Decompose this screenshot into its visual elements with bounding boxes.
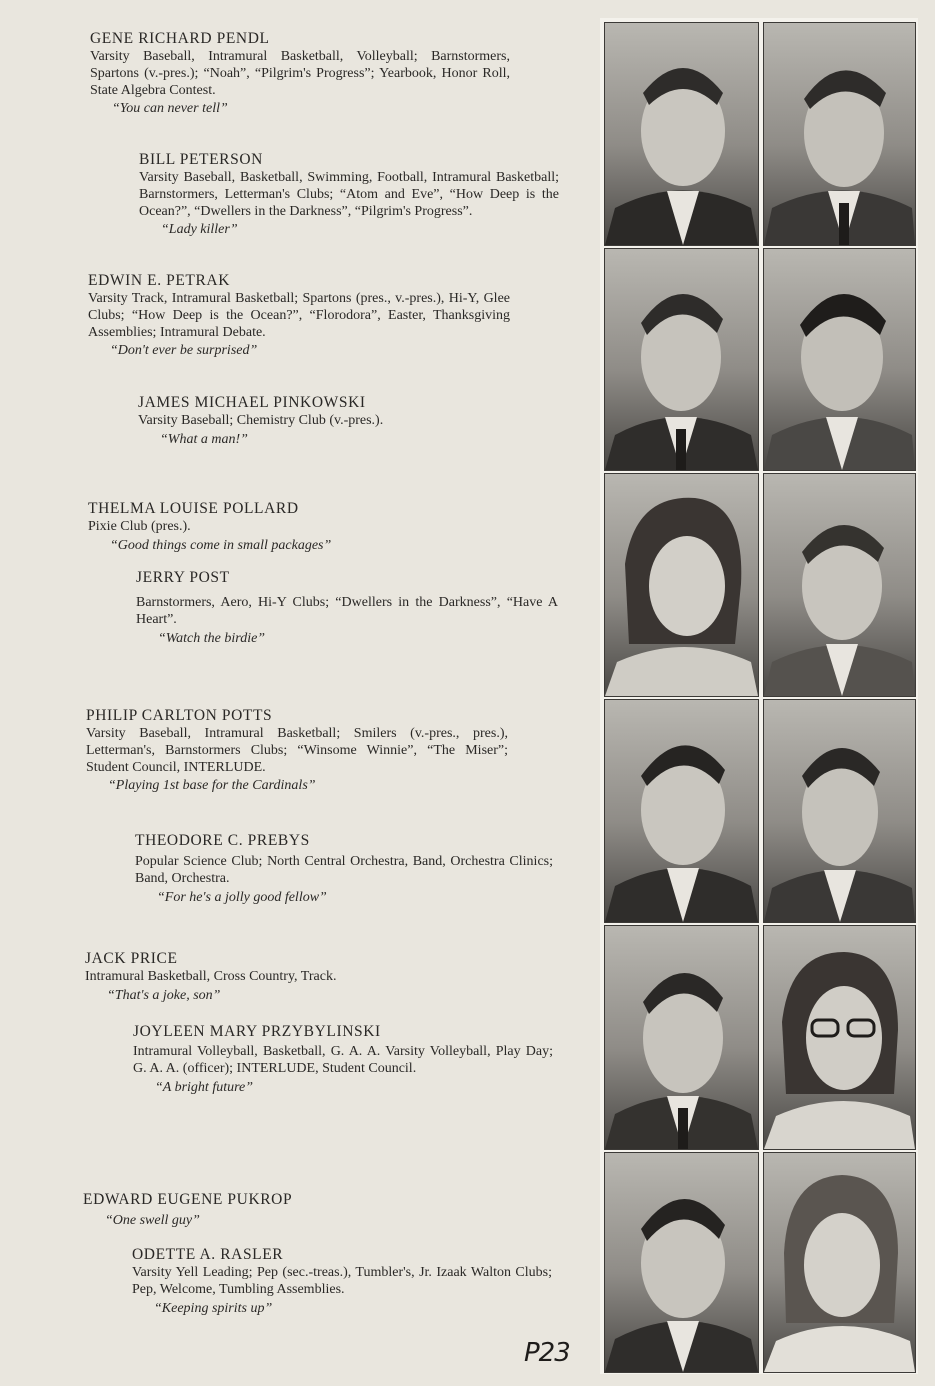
- student-entry-rasler: [132, 1246, 552, 1317]
- portrait-photo-pinkowski: [763, 248, 916, 471]
- student-entry-price: [85, 950, 505, 1004]
- student-entry-pukrop: [83, 1191, 503, 1229]
- student-name: JOYLEEN MARY PRZYBYLINSKI: [133, 1023, 381, 1040]
- student-entry-post: [136, 569, 558, 647]
- student-activities: Popular Science Club; North Central Orchestra, Band, Orchestra Clinics; Band, Orchestra.: [135, 854, 553, 886]
- student-name: JACK PRICE: [85, 950, 178, 967]
- portrait-photo-petrak: [604, 248, 759, 471]
- student-quote: “Keeping spirits up”: [154, 1300, 273, 1316]
- student-quote: “One swell guy”: [105, 1213, 200, 1228]
- portrait-photo-price: [604, 925, 759, 1150]
- student-quote: “A bright future”: [155, 1079, 254, 1095]
- student-quote: “For he's a jolly good fellow”: [157, 889, 327, 905]
- portrait-photo-prebys: [763, 699, 916, 923]
- student-quote: “Playing 1st base for the Cardinals”: [108, 778, 316, 794]
- student-name: EDWIN E. PETRAK: [88, 272, 231, 289]
- student-quote: “What a man!”: [160, 431, 248, 447]
- student-name: ODETTE A. RASLER: [132, 1246, 284, 1263]
- student-activities: Varsity Baseball, Intramural Basketball, Volleyball; Barnstormers, Spartons (v.-pres.); “Noah”, “Pilgrim's Progress”; Yearbook, Honor Roll, State Algebra Contest.: [90, 49, 510, 98]
- student-name: EDWARD EUGENE PUKROP: [83, 1191, 293, 1208]
- portrait-photo-potts: [604, 699, 759, 923]
- student-quote: “Watch the birdie”: [158, 630, 266, 646]
- student-quote: “Don't ever be surprised”: [110, 343, 258, 359]
- student-activities: Varsity Track, Intramural Basketball; Spartons (pres., v.-pres.), Hi-Y, Glee Clubs; “How Deep is the Ocean?”, “Florodora”, Easter, Thanksgiving Assemblies; Intramural Debate.: [88, 291, 510, 340]
- student-name: JAMES MICHAEL PINKOWSKI: [138, 394, 366, 411]
- student-entry-potts: [86, 707, 508, 794]
- student-entry-peterson: [139, 151, 559, 238]
- student-quote: “Lady killer”: [161, 222, 238, 238]
- student-entry-przybylinski: [133, 1023, 553, 1096]
- student-activities: Varsity Yell Leading; Pep (sec.-treas.), Tumbler's, Jr. Izaak Walton Clubs; Pep, Welcome, Tumbling Assemblies.: [132, 1265, 552, 1297]
- portrait-photo-pukrop: [604, 1152, 759, 1373]
- student-name: THELMA LOUISE POLLARD: [88, 500, 299, 517]
- student-activities: Intramural Volleyball, Basketball, G. A. A. Varsity Volleyball, Play Day; G. A. A. (officer); INTERLUDE, Student Council.: [133, 1044, 553, 1076]
- student-entry-petrak: [88, 272, 510, 359]
- student-entry-pendl: [90, 30, 510, 117]
- student-activities: Varsity Baseball; Chemistry Club (v.-pres.).: [138, 413, 384, 428]
- student-name: JERRY POST: [136, 569, 230, 586]
- student-activities: Intramural Basketball, Cross Country, Track.: [85, 969, 337, 984]
- student-name: GENE RICHARD PENDL: [90, 30, 270, 47]
- student-entry-prebys: [135, 832, 553, 906]
- portrait-photo-peterson: [763, 22, 916, 246]
- student-quote: “Good things come in small packages”: [110, 537, 332, 553]
- student-activities: Varsity Baseball, Intramural Basketball; Smilers (v.-pres., pres.), Letterman's, Barnstormers Clubs; “Winsome Winnie”, “The Miser”; Student Council, INTERLUDE.: [86, 726, 508, 775]
- portrait-photo-pendl: [604, 22, 759, 246]
- student-activities: Barnstormers, Aero, Hi-Y Clubs; “Dwellers in the Darkness”, “Have A Heart”.: [136, 595, 558, 627]
- portrait-photo-rasler: [763, 1152, 916, 1373]
- portrait-photo-post: [763, 473, 916, 697]
- student-name: THEODORE C. PREBYS: [135, 832, 310, 849]
- student-activities: Varsity Baseball, Basketball, Swimming, Football, Intramural Basketball; Barnstormers, Letterman's Clubs; “Atom and Eve”, “How Deep is the Ocean?”, “Dwellers in the Darkness”, “Pilgrim's Progress”.: [139, 170, 559, 219]
- student-entry-pinkowski: [138, 394, 518, 448]
- student-activities: Pixie Club (pres.).: [88, 519, 191, 534]
- student-name: PHILIP CARLTON POTTS: [86, 707, 273, 724]
- student-entry-pollard: [88, 500, 508, 554]
- portrait-photo-przybylinski: [763, 925, 916, 1150]
- student-quote: “You can never tell”: [112, 101, 228, 117]
- student-name: BILL PETERSON: [139, 151, 263, 168]
- portrait-photo-pollard: [604, 473, 759, 697]
- student-quote: “That's a joke, son”: [107, 987, 221, 1003]
- page-number: P23: [524, 1338, 570, 1368]
- portrait-grid: [600, 18, 918, 1374]
